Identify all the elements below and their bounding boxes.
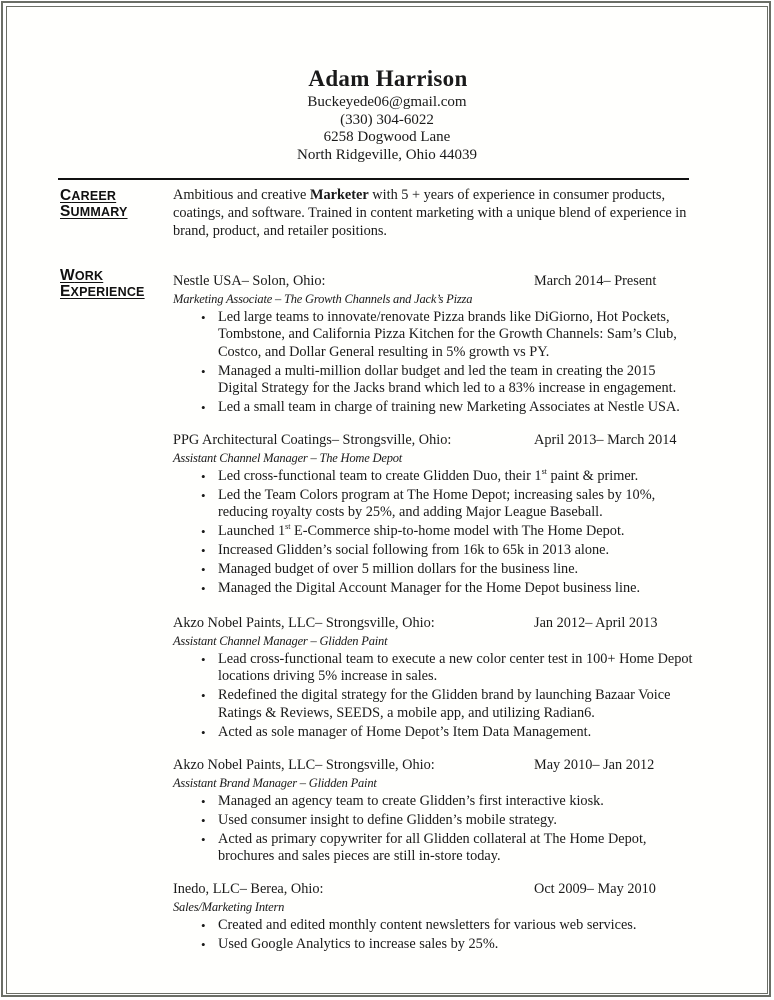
bullet-text: Redefined the digital strategy for the Glidden brand by launching Bazaar Voice Ratings & Reviews, SEEDS, a mobile app, and utilizing Radian6.	[218, 687, 671, 721]
bullet-icon: •	[201, 363, 206, 379]
label-initial: S	[60, 203, 71, 220]
label-initial: C	[60, 187, 72, 204]
label-rest: UMMARY	[70, 205, 128, 219]
career-summary-text	[173, 187, 693, 240]
bullet-item	[173, 542, 693, 560]
bullet-text: Acted as sole manager of Home Depot’s Item Data Management.	[218, 723, 592, 740]
job-dates: March 2014– Present	[534, 273, 657, 289]
bullet-icon: •	[201, 936, 206, 952]
bullet-item	[173, 687, 693, 722]
bullet-item	[173, 561, 693, 579]
bullet-text: E-Commerce ship-to-home model with The Home Depot.	[290, 523, 625, 539]
job-company: Akzo Nobel Paints, LLC– Strongsville, Ohio:	[173, 615, 435, 631]
bullet-item	[173, 487, 693, 522]
job-dates: Jan 2012– April 2013	[534, 615, 658, 631]
contact-address-city: North Ridgeville, Ohio 44039	[297, 146, 477, 163]
bullet-item	[173, 936, 693, 954]
job-bullets	[173, 309, 693, 417]
candidate-name: Adam Harrison	[308, 66, 468, 91]
job-entry	[173, 432, 693, 599]
job-company: Nestle USA– Solon, Ohio:	[173, 273, 326, 289]
job-dates: Oct 2009– May 2010	[534, 881, 656, 897]
label-initial: W	[60, 267, 75, 284]
bullet-item	[173, 580, 693, 598]
bullet-text: Used consumer insight to define Glidden’s mobile strategy.	[218, 811, 557, 828]
job-company: Inedo, LLC– Berea, Ohio:	[173, 881, 324, 897]
bullet-icon: •	[201, 831, 206, 847]
bullet-text: Managed a multi-million dollar budget and led the team in creating the 2015 Digital Strategy for the Jacks brand which led to a 83% increase in engagement.	[218, 362, 677, 396]
bullet-text: Lead cross-functional team to execute a new color center test in 100+ Home Depot locations driving 5% increase in sales.	[218, 650, 693, 684]
bullet-item	[173, 523, 693, 541]
section-label-work-experience	[60, 268, 145, 300]
bullet-icon: •	[201, 309, 206, 325]
bullet-text: Managed the Digital Account Manager for the Home Depot business line.	[218, 580, 641, 596]
bullet-text: Led the Team Colors program at The Home Depot; increasing sales by 10%, reducing royalty costs by 25%, and adding Major League Baseball.	[218, 486, 656, 520]
job-title: Sales/Marketing Intern	[173, 899, 285, 914]
job-bullets	[173, 793, 693, 866]
summary-part: with 5 + years of experience in consumer products, coatings, and software. Trained in content marketing with a unique blend of experience in brand, product, and retailer positions.	[173, 187, 687, 239]
bullet-text: Led large teams to innovate/renovate Pizza brands like DiGiorno, Hot Pockets, Tombstone, and California Pizza Kitchen for the Growth Channels: Sam’s Club, Costco, and Dollar General resulting in 5% growth vs PY.	[218, 308, 677, 360]
bullet-item	[173, 468, 693, 486]
bullet-item	[173, 363, 693, 398]
bullet-icon: •	[201, 468, 206, 484]
bullet-item	[173, 793, 693, 811]
contact-phone: (330) 304-6022	[340, 111, 434, 128]
bullet-icon: •	[201, 562, 206, 577]
job-dates: May 2010– Jan 2012	[534, 757, 655, 773]
bullet-icon: •	[201, 688, 206, 703]
bullet-text: Managed an agency team to create Glidden’s first interactive kiosk.	[218, 792, 604, 809]
bullet-icon: •	[201, 581, 206, 596]
resume-header	[0, 64, 774, 164]
job-dates: April 2013– March 2014	[534, 432, 677, 448]
bullet-text: Managed budget of over 5 million dollars for the business line.	[218, 561, 579, 577]
job-bullets	[173, 651, 693, 742]
summary-part: Ambitious and creative	[173, 187, 310, 203]
job-bullets	[173, 468, 693, 598]
job-entry	[173, 757, 693, 867]
job-company: PPG Architectural Coatings– Strongsville, Ohio:	[173, 432, 452, 448]
bullet-item	[173, 399, 693, 417]
bullet-item	[173, 651, 693, 686]
contact-email: Buckeyede06@gmail.com	[307, 94, 467, 110]
header-divider	[58, 178, 689, 180]
job-title: Marketing Associate – The Growth Channels and Jack’s Pizza	[173, 291, 473, 306]
label-rest: ORK	[74, 269, 104, 283]
bullet-icon: •	[201, 917, 206, 933]
job-bullets	[173, 917, 693, 954]
bullet-item	[173, 917, 693, 935]
bullet-icon: •	[201, 543, 206, 558]
bullet-text: Led cross-functional team to create Glidden Duo, their 1	[218, 467, 542, 484]
job-company: Akzo Nobel Paints, LLC– Strongsville, Ohio:	[173, 757, 435, 773]
bullet-item	[173, 309, 693, 362]
bullet-item	[173, 724, 693, 742]
label-rest: XPERIENCE	[70, 285, 145, 299]
ordinal-suffix: st	[285, 522, 291, 531]
job-title: Assistant Brand Manager – Glidden Paint	[173, 775, 377, 790]
summary-bold-keyword: Marketer	[309, 187, 369, 203]
label-rest: AREER	[71, 189, 117, 203]
bullet-text: paint & primer.	[546, 467, 639, 484]
job-title: Assistant Channel Manager – The Home Depot	[173, 450, 403, 465]
bullet-icon: •	[201, 651, 206, 667]
bullet-icon: •	[201, 400, 206, 415]
job-entry	[173, 273, 693, 418]
bullet-item	[173, 812, 693, 830]
bullet-icon: •	[201, 793, 206, 809]
bullet-text: Launched 1	[218, 523, 286, 539]
ordinal-suffix: st	[541, 466, 547, 476]
bullet-icon: •	[201, 812, 206, 828]
job-title: Assistant Channel Manager – Glidden Paint	[173, 633, 388, 648]
bullet-icon: •	[201, 487, 206, 503]
bullet-text: Increased Glidden’s social following from 16k to 65k in 2013 alone.	[218, 542, 610, 558]
contact-address-street: 6258 Dogwood Lane	[323, 129, 451, 145]
bullet-text: Acted as primary copywriter for all Glidden collateral at The Home Depot, brochures and sales pieces are still in-store today.	[218, 830, 647, 864]
bullet-text: Led a small team in charge of training new Marketing Associates at Nestle USA.	[218, 399, 680, 415]
section-label-career-summary	[60, 188, 128, 220]
label-initial: E	[60, 283, 71, 300]
job-entry	[173, 615, 693, 743]
bullet-icon: •	[201, 724, 206, 740]
bullet-text: Created and edited monthly content newsletters for various web services.	[218, 916, 637, 933]
bullet-text: Used Google Analytics to increase sales by 25%.	[218, 935, 499, 952]
job-entry	[173, 881, 693, 955]
bullet-icon: •	[201, 524, 206, 539]
bullet-item	[173, 831, 693, 866]
